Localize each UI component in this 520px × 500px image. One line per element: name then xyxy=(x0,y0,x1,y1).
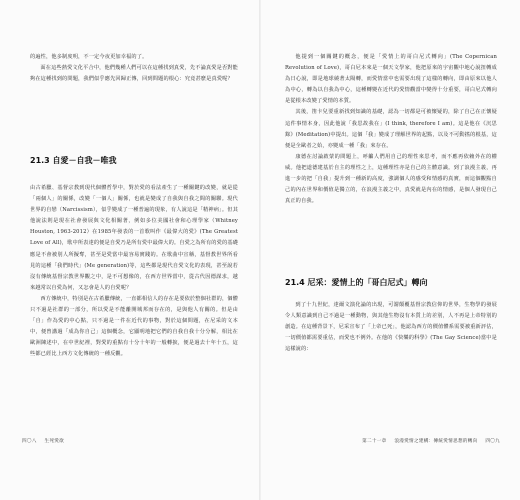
intro-line-1: 的遍性，他多制度明，不一定今夜更加幸福的了。 xyxy=(30,54,148,60)
right-bottom-text xyxy=(285,300,497,355)
right-paragraph-3: 康德在討論啟蒙的問題上，呼籲人們用自己的理性來思考，而不應再依賴外在的權威。他把道德建基於自主的理性之上，這種理性亦是自己的主體意識。到了浪漫主義，再進一步的把「自我」提升到一種新的高度，強調個人的感受和情感的真實，而這個觀點自己的內在世界和價值是獨立的，在浪漫主義之中，真愛就是內在的情感，是個人發現自己真正的自我。 xyxy=(285,153,497,205)
left-body-text xyxy=(30,183,238,361)
left-page-footer xyxy=(22,438,70,444)
left-page xyxy=(0,0,259,500)
left-intro-text xyxy=(30,52,238,85)
right-paragraph-1: 他提到一個關鍵的概念，便是「愛情上的哥白尼式轉向」(The Copernican Revolution of Love)，哥白尼本來是一個天文學家，他把原來的宇宙觀中地心說扭轉成為日心說，即是地球繞著太陽轉，而愛情當中也需要出現了這樣的轉向，即由原來以他人為中心，轉為以自我為中心，這種轉變在近代的愛情觀當中變得十分重要，哥白尼式轉向是從根本改變了愛情的本質。 xyxy=(285,54,497,105)
right-top-text xyxy=(285,52,497,207)
section-heading-21-4: 21.4 尼采：愛情上的「哥白尼式」轉向 xyxy=(285,278,428,287)
right-page-footer xyxy=(362,438,506,444)
left-body-paragraph-1: 由古希臘、基督宗教到現代個體哲學中，對於愛的看法產生了一種關鍵的改變，就是從「兩個人」的關係，改變「一個人」關係，也就是變成了自我與自我之間的關聯。現代世界的自戀（Narcissism），似乎變成了一種普遍的現象，有人說這是「精神病」。但其他說法則是現在社會發展與文化相關著，例如多位美國社會和心理學家（Whitney Houston, 1963-2012）在1985年發表的一首歌叫作《最偉大的愛》(The Greatest Love of All)，歌中所表達的便是自愛乃是所有愛中最偉大的。自愛之為所有的愛的基礎應是不會被別人所擬奪，甚至是愛當中最容易實踐的。在歌曲中宣稱，基督教世界所看見的這種「我們時代」(Me generation)等，這些都是現代自愛文化的表現，甚至說若沒有傳統基督宗教世界觀之中，是不可想像的，在西方世界當中，從古代因德謀求，越來越常以自愛為何，又怎會是人的自愛呢？ xyxy=(30,185,238,291)
intro-paragraph: 面在這些熱愛文化平合中，他們幾種人們可以在這種找到真愛，先不論真愛是否對能夠在這種找到的問題，我們似乎應先回歸正傳，回到問題的根心：究竟甚麼是真愛呢？ xyxy=(30,65,238,83)
right-running-title: 浪漫愛情之建構：傳統愛情思想的轉向 xyxy=(394,439,478,444)
section-heading-21-3: 21.3 自愛－自我－唯我 xyxy=(30,156,117,165)
right-page xyxy=(261,0,520,500)
right-paragraph-4: 到了十九世紀，達爾文演化論的出現，可謂顛覆基督宗教信仰的世界，生物學的發展令人類意識到自己不過是一種動物，與其他生物沒有本質上的差別，人不再是上帝特別的創造。在這種背景下，尼采宣布了「上帝已死」，他認為西方的價值體系需要被重新評估，一切價值都需要重估，而愛也不例外。在他的《快樂的科學》(The Gay Science)當中是這樣說的： xyxy=(285,302,497,353)
left-body-paragraph-2: 西方傳統中，特別是在古希臘傳統，一直都相信人的存在是要依於整個社群的，個體只不過是社群的一部分，所以愛是不能離開城邦而存在的，是與他人有關的。但是由「自」作為愛的中心點，只不過是一件在近代的事物，對於這個問題，在尼采的文本中，便曾講過「成為你自己」這個概念，它顯明地把它們的自我自我十分分解，相比在歐洲陳述中，在中世紀裡，對愛的重點有十分十年的一般轉捩，便是過去十年十五，這些都已經比上西方文化傳統的一種反觀。 xyxy=(30,295,238,358)
left-running-title: 生死愛欲 xyxy=(44,439,65,444)
right-page-number: 四〇九 xyxy=(485,439,500,444)
right-chapter-label: 第二十一章 xyxy=(362,439,387,444)
right-paragraph-2: 其後，笛卡兒要重新找到知識的基礎，認為一切都是可被懷疑的，除了自己在正懷疑這件事情本身，因此他說「我思故我在」(I think, therefore I am)。這是他在《沉思錄》(Meditation)中提出。這個「我」變成了理解世界的起點，以及不可動搖的根基，這便是全歐者之始，亦變成一種「我」來存在。 xyxy=(285,109,497,149)
left-page-number: 四〇八 xyxy=(22,439,37,444)
